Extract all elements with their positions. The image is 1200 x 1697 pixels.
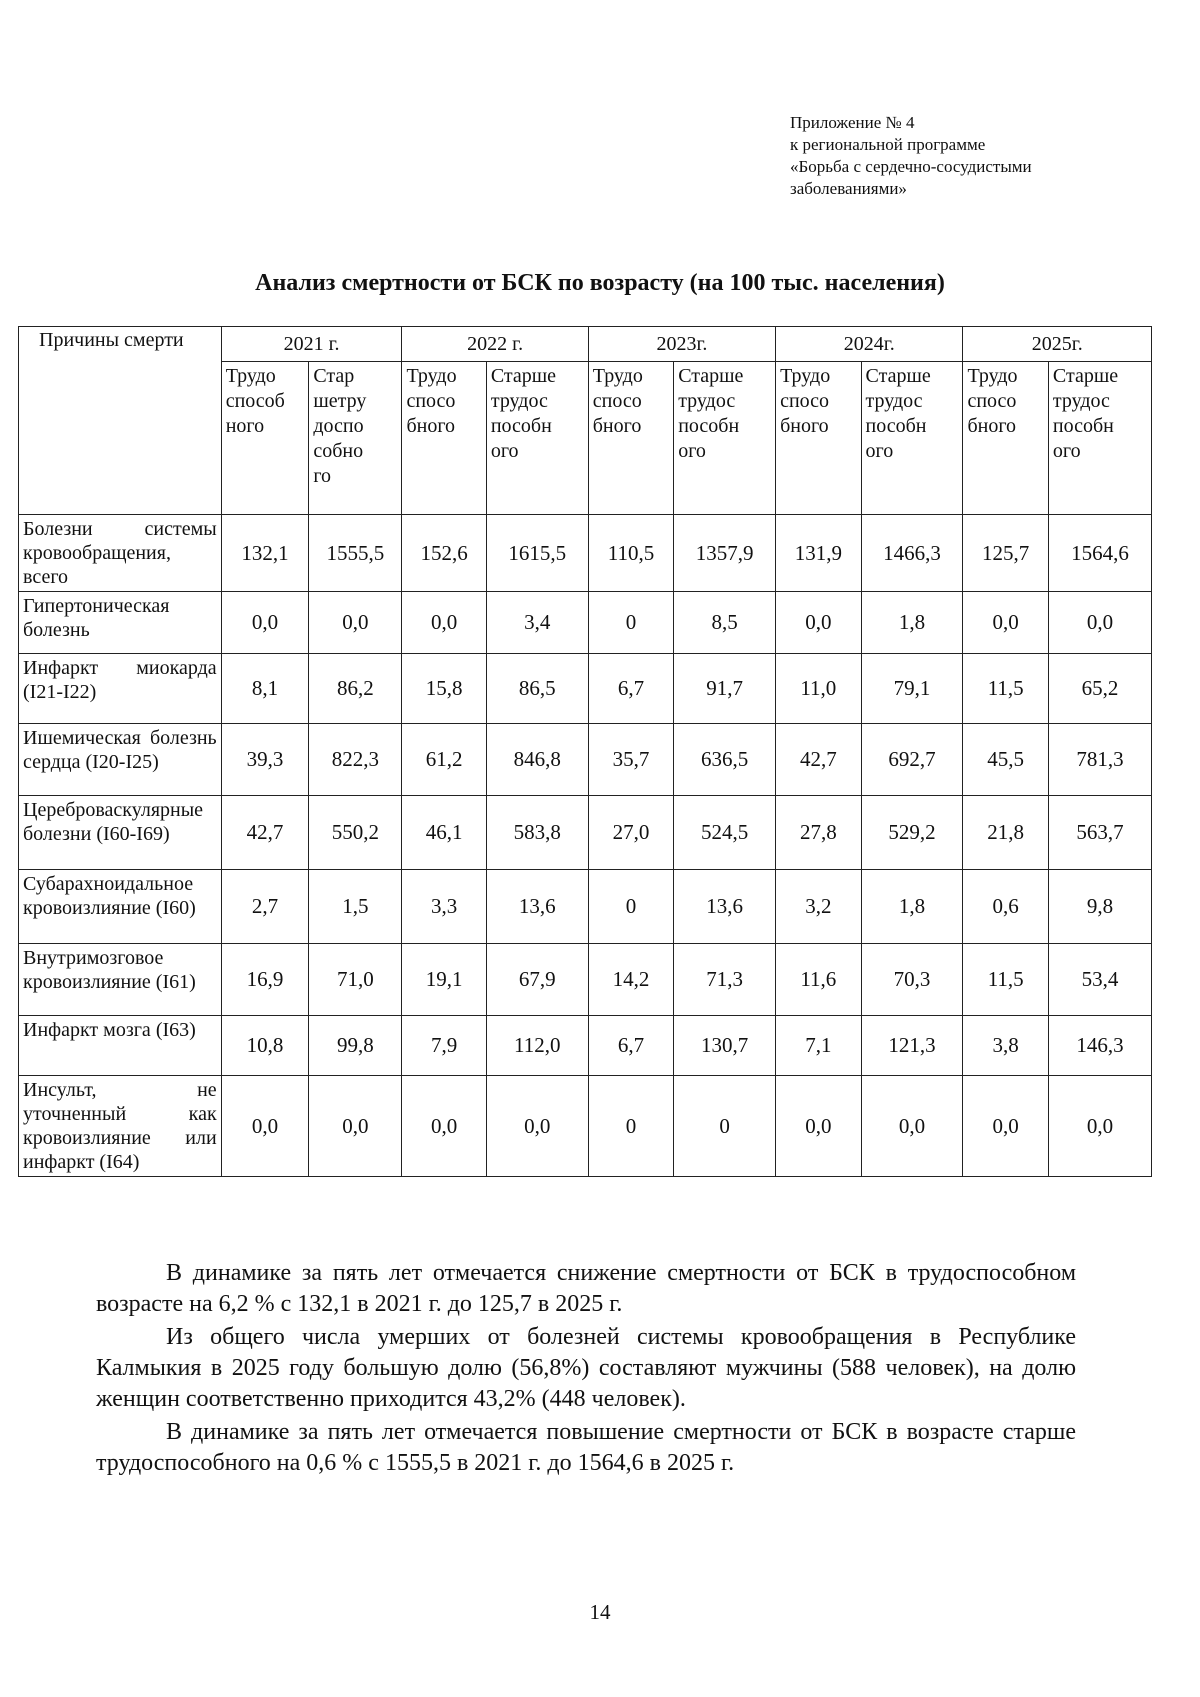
table-cell: 14,2	[588, 944, 673, 1016]
table-cell: 71,3	[674, 944, 776, 1016]
age-group-header-line: доспо	[313, 415, 364, 437]
table-cell: 11,6	[776, 944, 861, 1016]
table-cell: 19,1	[402, 944, 486, 1016]
appendix-line: заболеваниями»	[790, 179, 907, 198]
table-cell: 0	[674, 1076, 776, 1177]
age-group-header-line: трудос	[865, 390, 923, 412]
table-cell: 1,5	[309, 870, 402, 944]
table-cell: 8,1	[221, 654, 309, 724]
table-cell: 7,1	[776, 1016, 861, 1076]
table-cell: 53,4	[1048, 944, 1151, 1016]
cause-name: Гипертоническая болезнь	[19, 592, 222, 654]
year-header: 2021 г.	[221, 327, 402, 362]
appendix-line: к региональной программе	[790, 135, 986, 154]
table-cell: 10,8	[221, 1016, 309, 1076]
table-cell: 846,8	[486, 724, 588, 796]
table-cell: 42,7	[221, 796, 309, 870]
table-cell: 0,0	[1048, 1076, 1151, 1177]
table-cell: 0,6	[963, 870, 1048, 944]
age-group-header-line: Трудо	[225, 365, 276, 387]
age-group-header-line: бного	[967, 415, 1017, 437]
cause-name: Инфаркт мозга (I63)	[19, 1016, 222, 1076]
age-group-header-line: спосо	[780, 390, 830, 412]
age-group-header-line: пособн	[678, 415, 740, 437]
table-cell: 27,8	[776, 796, 861, 870]
table-cell: 1615,5	[486, 515, 588, 592]
table-cell: 86,5	[486, 654, 588, 724]
age-group-header-line: го	[313, 465, 332, 487]
cause-name: Цереброваскулярные болезни (I60-I69)	[19, 796, 222, 870]
cause-header: Причины смерти	[19, 327, 222, 515]
age-group-header-line: пособн	[1052, 415, 1114, 437]
age-group-header-line: шетру	[313, 390, 367, 412]
table-cell: 121,3	[861, 1016, 963, 1076]
table-cell: 0,0	[776, 592, 861, 654]
table-cell: 146,3	[1048, 1016, 1151, 1076]
table-cell: 1564,6	[1048, 515, 1151, 592]
table-cell: 3,8	[963, 1016, 1048, 1076]
table-cell: 3,3	[402, 870, 486, 944]
appendix-line: «Борьба с сердечно-сосудистыми	[790, 157, 1032, 176]
table-cell: 1357,9	[674, 515, 776, 592]
age-group-header-line: собно	[313, 440, 364, 462]
table-cell: 0,0	[309, 1076, 402, 1177]
table-body	[19, 515, 1152, 1177]
page-title: Анализ смертности от БСК по возрасту (на 100 тыс. населения)	[255, 270, 945, 296]
year-header: 2025г.	[963, 327, 1152, 362]
table-cell: 11,5	[963, 944, 1048, 1016]
age-group-header-line: Старше	[1052, 365, 1119, 387]
table-cell: 0	[588, 1076, 673, 1177]
table-cell: 524,5	[674, 796, 776, 870]
table-cell: 11,0	[776, 654, 861, 724]
age-group-header	[221, 362, 309, 515]
table-cell: 125,7	[963, 515, 1048, 592]
age-group-header-line: бного	[406, 415, 456, 437]
age-group-header-line: спосо	[406, 390, 456, 412]
appendix-line: Приложение № 4	[790, 113, 915, 132]
table-cell: 2,7	[221, 870, 309, 944]
table-cell: 1555,5	[309, 515, 402, 592]
year-header: 2023г.	[588, 327, 775, 362]
age-group-header-line: ого	[678, 440, 706, 462]
cause-name: Инфаркт миокарда (I21-I22)	[19, 654, 222, 724]
table-cell: 79,1	[861, 654, 963, 724]
table-cell: 65,2	[1048, 654, 1151, 724]
table-cell: 16,9	[221, 944, 309, 1016]
table-cell: 0,0	[309, 592, 402, 654]
age-group-header-line: бного	[592, 415, 642, 437]
table-cell: 563,7	[1048, 796, 1151, 870]
table-cell: 39,3	[221, 724, 309, 796]
cause-name: Внутримозговое кровоизлияние (I61)	[19, 944, 222, 1016]
cause-name: Субарахноидальное кровоизлияние (I60)	[19, 870, 222, 944]
appendix-note	[790, 112, 1150, 200]
table-cell: 21,8	[963, 796, 1048, 870]
table-row	[19, 515, 1152, 592]
table-cell: 71,0	[309, 944, 402, 1016]
table-cell: 0	[588, 870, 673, 944]
table-cell: 27,0	[588, 796, 673, 870]
table-cell: 42,7	[776, 724, 861, 796]
age-group-header	[486, 362, 588, 515]
table-row	[19, 654, 1152, 724]
table-cell: 529,2	[861, 796, 963, 870]
table-cell: 6,7	[588, 654, 673, 724]
table-cell: 91,7	[674, 654, 776, 724]
table-row	[19, 944, 1152, 1016]
age-group-header	[861, 362, 963, 515]
age-group-header-line: ного	[225, 415, 265, 437]
age-group-header	[776, 362, 861, 515]
table-cell: 0,0	[402, 592, 486, 654]
age-group-header-line: ого	[1052, 440, 1081, 462]
table-cell: 636,5	[674, 724, 776, 796]
age-group-header-line: Трудо	[592, 365, 643, 387]
age-group-header	[963, 362, 1048, 515]
table-cell: 70,3	[861, 944, 963, 1016]
table-cell: 46,1	[402, 796, 486, 870]
table-cell: 0,0	[776, 1076, 861, 1177]
table-cell: 35,7	[588, 724, 673, 796]
cause-name: Ишемическая болезнь сердца (I20-I25)	[19, 724, 222, 796]
age-group-header-line: Старше	[678, 365, 744, 387]
table-cell: 0,0	[963, 592, 1048, 654]
age-group-header-line: Старше	[865, 365, 931, 387]
age-group-header-line: спосо	[592, 390, 642, 412]
table-cell: 61,2	[402, 724, 486, 796]
table-cell: 99,8	[309, 1016, 402, 1076]
year-header: 2022 г.	[402, 327, 588, 362]
table-cell: 112,0	[486, 1016, 588, 1076]
table-cell: 1,8	[861, 870, 963, 944]
age-group-header-line: пособн	[865, 415, 927, 437]
table-cell: 6,7	[588, 1016, 673, 1076]
table-cell: 131,9	[776, 515, 861, 592]
age-group-header-line: ого	[490, 440, 519, 462]
table-row	[19, 1076, 1152, 1177]
age-group-header-line: спосо	[967, 390, 1017, 412]
age-group-header	[674, 362, 776, 515]
table-cell: 13,6	[674, 870, 776, 944]
age-group-header	[1048, 362, 1151, 515]
paragraph: В динамике за пять лет отмечается снижение смертности от БСК в трудоспособном возрасте на 6,2 % с 132,1 в 2021 г. до 125,7 в 2025 г.	[96, 1260, 1076, 1317]
table-cell: 0,0	[221, 592, 309, 654]
table-cell: 1466,3	[861, 515, 963, 592]
table-row	[19, 592, 1152, 654]
table-cell: 0	[588, 592, 673, 654]
age-group-header	[309, 362, 402, 515]
age-group-header	[402, 362, 486, 515]
table-cell: 0,0	[963, 1076, 1048, 1177]
table-cell: 132,1	[221, 515, 309, 592]
age-group-header-line: трудос	[678, 390, 736, 412]
table-cell: 8,5	[674, 592, 776, 654]
paragraph: В динамике за пять лет отмечается повышение смертности от БСК в возрасте старше трудоспособного на 0,6 % с 1555,5 в 2021 г. до 1564,6 в 2025 г.	[96, 1419, 1076, 1476]
cause-name: Инсульт, не уточненный как кровоизлияние или инфаркт (I64)	[19, 1076, 222, 1177]
age-group-header-line: трудос	[490, 390, 548, 412]
table-cell: 1,8	[861, 592, 963, 654]
age-group-header-line: Трудо	[780, 365, 831, 387]
table-cell: 3,4	[486, 592, 588, 654]
age-group-header-line: способ	[225, 390, 285, 412]
age-group-header-line: бного	[780, 415, 829, 437]
table-cell: 45,5	[963, 724, 1048, 796]
table-cell: 0,0	[1048, 592, 1151, 654]
year-header: 2024г.	[776, 327, 963, 362]
table-cell: 550,2	[309, 796, 402, 870]
table-cell: 0,0	[486, 1076, 588, 1177]
paragraph: Из общего числа умерших от болезней системы кровообращения в Республике Калмыкия в 2025 году большую долю (56,8%) составляют мужчины (588 человек), на долю женщин соответственно приходится 43,2% (448 человек).	[96, 1324, 1076, 1412]
mortality-table	[18, 326, 1152, 1177]
table-cell: 822,3	[309, 724, 402, 796]
age-group-header-line: Стар	[313, 365, 355, 387]
table-cell: 11,5	[963, 654, 1048, 724]
table-cell: 152,6	[402, 515, 486, 592]
table-cell: 7,9	[402, 1016, 486, 1076]
table-row	[19, 1016, 1152, 1076]
table-row	[19, 796, 1152, 870]
table-cell: 13,6	[486, 870, 588, 944]
table-cell: 781,3	[1048, 724, 1151, 796]
table-cell: 110,5	[588, 515, 673, 592]
age-group-header-line: ого	[865, 440, 894, 462]
age-group-header-line: Трудо	[967, 365, 1018, 387]
age-group-header-line: трудос	[1052, 390, 1110, 412]
table-row	[19, 870, 1152, 944]
table-cell: 86,2	[309, 654, 402, 724]
table-cell: 9,8	[1048, 870, 1151, 944]
table-cell: 0,0	[221, 1076, 309, 1177]
table-row	[19, 724, 1152, 796]
page-number: 14	[589, 1600, 611, 1624]
table-cell: 583,8	[486, 796, 588, 870]
table-cell: 692,7	[861, 724, 963, 796]
year-header-row	[19, 327, 1152, 362]
age-group-header-line: пособн	[490, 415, 552, 437]
body-text	[96, 1258, 1076, 1481]
age-group-header-line: Трудо	[406, 365, 457, 387]
age-group-header	[588, 362, 673, 515]
table-cell: 0,0	[402, 1076, 486, 1177]
table-cell: 67,9	[486, 944, 588, 1016]
table-cell: 15,8	[402, 654, 486, 724]
cause-name: Болезни системы кровообращения, всего	[19, 515, 222, 592]
table-cell: 130,7	[674, 1016, 776, 1076]
age-group-header-line: Старше	[490, 365, 557, 387]
table-cell: 3,2	[776, 870, 861, 944]
table-cell: 0,0	[861, 1076, 963, 1177]
